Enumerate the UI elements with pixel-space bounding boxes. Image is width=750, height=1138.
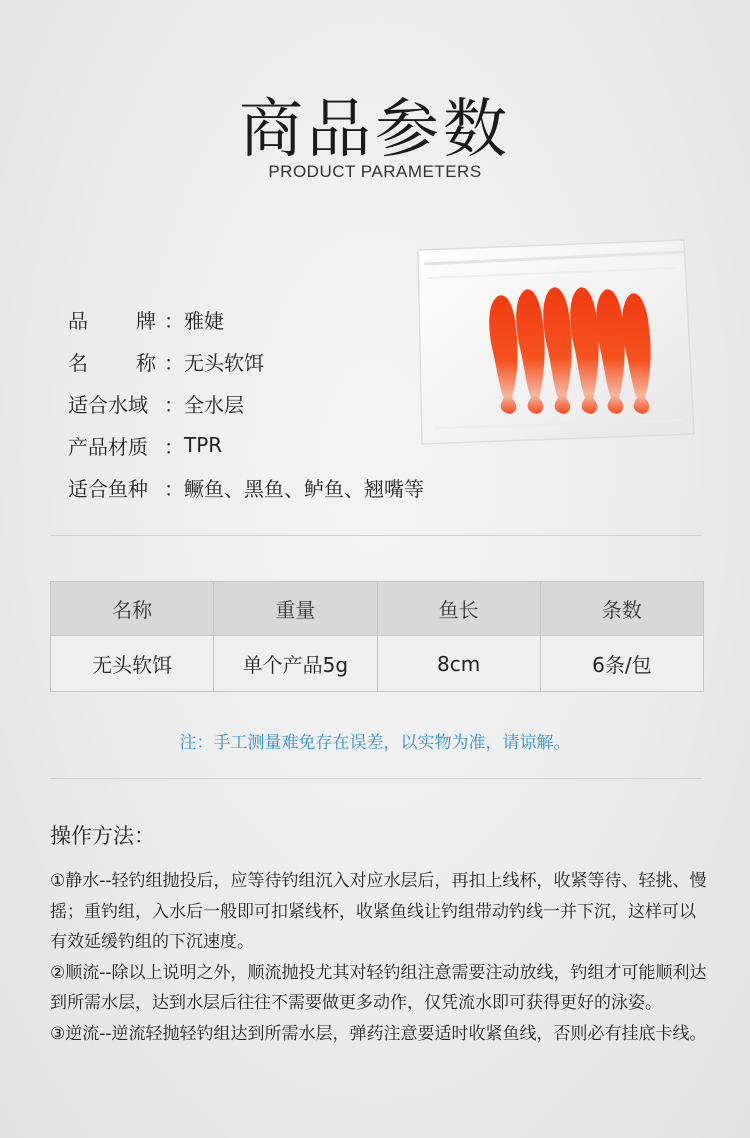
spec-value: TPR xyxy=(184,433,223,457)
spec-colon: ： xyxy=(164,392,184,417)
table-header-cell: 鱼长 xyxy=(377,582,540,636)
spec-colon: ： xyxy=(164,434,184,459)
measurement-note: 注：手工测量难免存在误差，以实物为准，请谅解。 xyxy=(179,733,571,753)
spec-label xyxy=(68,389,184,418)
divider xyxy=(50,535,702,536)
page-title: 商品参数 xyxy=(239,93,511,167)
spec-label-text: 适合水域 xyxy=(68,392,148,417)
table-header-cell: 重量 xyxy=(214,582,377,636)
spec-label xyxy=(68,431,184,460)
spec-colon: ： xyxy=(164,350,184,375)
table-cell: 6条/包 xyxy=(540,636,703,692)
method-paragraph: ①静水--轻钓组抛投后，应等待钓组沉入对应水层后，再扣上线杯，收紧等待、轻挑、慢摇；重钓组，入水后一般即可扣紧线杯，收紧鱼线让钓组带动钓线一并下沉，这样可以有效延缓钓组的下沉速度。 xyxy=(50,871,707,952)
spec-label xyxy=(68,347,184,376)
method-paragraph: ③逆流--逆流轻抛轻钓组达到所需水层，弹药注意要适时收紧鱼线，否则必有挂底卡线。 xyxy=(50,1023,707,1044)
spec-row-fish xyxy=(68,466,488,508)
spec-label-text: 产品材质 xyxy=(68,434,148,459)
product-image xyxy=(414,238,696,448)
spec-label-text: 适合鱼种 xyxy=(68,476,148,501)
spec-label-text: 品 牌 xyxy=(68,308,156,333)
spec-value: 雅婕 xyxy=(184,308,224,333)
spec-value: 鳜鱼、黑鱼、鲈鱼、翘嘴等 xyxy=(184,476,424,501)
divider xyxy=(50,778,702,779)
method-paragraph: ②顺流--除以上说明之外，顺流抛投尤其对轻钓组注意需要注动放线，钓组才可能顺利达到所需水层，达到水层后往往不需要做更多动作，仅凭流水即可获得更好的泳姿。 xyxy=(50,962,707,1013)
table-row xyxy=(51,636,704,692)
spec-value: 无头软饵 xyxy=(184,350,264,375)
table-cell: 无头软饵 xyxy=(51,636,214,692)
table-header-cell: 名称 xyxy=(51,582,214,636)
spec-label-text: 名 称 xyxy=(68,350,156,375)
product-info-table xyxy=(50,581,704,692)
method-title: 操作方法： xyxy=(50,824,155,848)
spec-colon: ： xyxy=(164,308,184,333)
spec-label xyxy=(68,473,184,502)
table-cell: 单个产品5g xyxy=(214,636,377,692)
spec-colon: ： xyxy=(164,476,184,501)
table-cell: 8cm xyxy=(377,636,540,692)
table-header-row xyxy=(51,582,704,636)
method-body xyxy=(50,866,710,1049)
page-subtitle: PRODUCT PARAMETERS xyxy=(268,162,482,181)
table-header-cell: 条数 xyxy=(540,582,703,636)
spec-value: 全水层 xyxy=(184,392,244,417)
spec-label xyxy=(68,305,184,334)
soft-lure-pack-icon xyxy=(414,238,696,448)
